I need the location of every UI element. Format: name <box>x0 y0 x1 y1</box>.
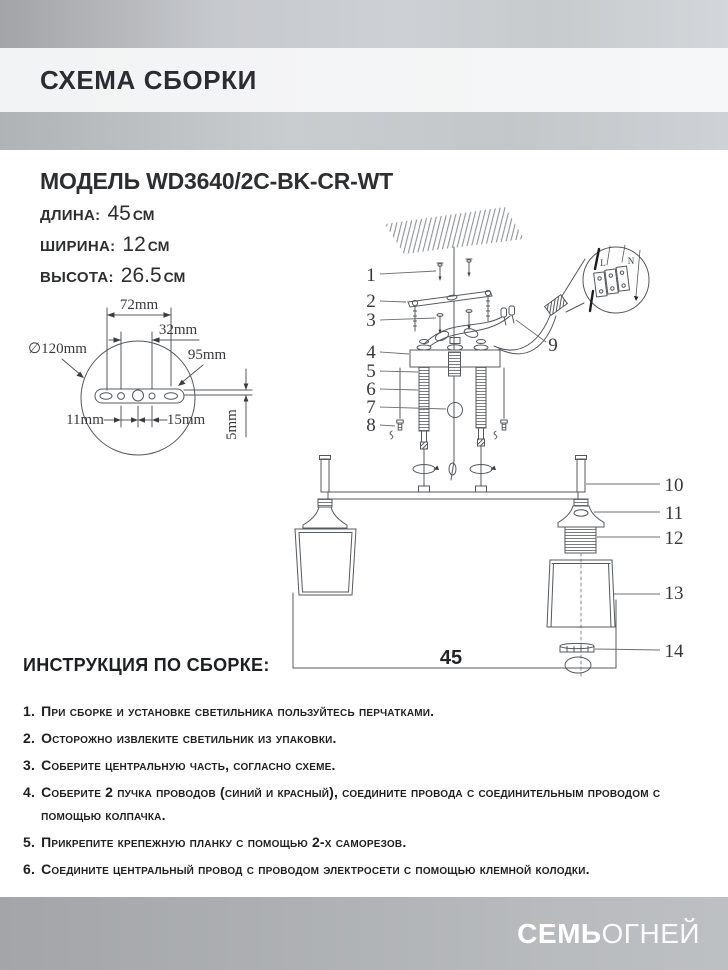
shade-right <box>547 560 615 627</box>
threaded-rod-right <box>476 367 486 428</box>
wire-clamp <box>545 295 568 316</box>
instruction-item <box>23 754 715 777</box>
instruction-item <box>23 781 715 827</box>
model-name: МОДЕЛЬ WD3640/2C-BK-CR-WT <box>40 168 393 194</box>
dim-72mm: 72mm <box>119 297 159 313</box>
spec-length-value: 45 <box>107 202 131 225</box>
brand-logo <box>517 918 700 950</box>
instruction-number: 1. <box>23 703 36 719</box>
spec-height-label: ВЫСОТА: <box>40 269 114 286</box>
instruction-number: 4. <box>23 784 36 800</box>
dim-15mm: 15mm <box>166 412 206 428</box>
spec-width-value: 12 <box>122 233 146 256</box>
instruction-text: Прикрепите крепежную планку с помощью 2-х саморезов. <box>41 834 407 850</box>
part-number-4: 4 <box>366 342 376 363</box>
part-number-13: 13 <box>664 583 684 604</box>
center-nipple <box>449 352 461 376</box>
leader-lines <box>380 271 660 650</box>
terminal-line-label: L <box>600 258 606 268</box>
part-number-3: 3 <box>366 310 376 331</box>
instruction-item <box>23 700 715 723</box>
post-right <box>577 459 585 492</box>
instruction-number: 6. <box>23 861 36 877</box>
instruction-item <box>23 727 715 750</box>
part-numbers <box>366 265 684 662</box>
instruction-text: При сборке и установке светильника пользуйтесь перчатками. <box>41 703 435 719</box>
bell-cover-left <box>303 507 347 528</box>
part-number-14: 14 <box>664 641 684 662</box>
instruction-text: Соберите центральную часть, согласно схеме. <box>41 757 336 773</box>
instruction-number: 5. <box>23 834 36 850</box>
instruction-item <box>23 858 715 881</box>
instructions-title: ИНСТРУКЦИЯ ПО СБОРКЕ: <box>23 655 270 675</box>
upper-assembly <box>390 245 649 492</box>
spec-height-value: 26.5 <box>120 264 162 287</box>
instruction-number: 3. <box>23 757 36 773</box>
mounting-strap <box>408 291 492 307</box>
part-number-10: 10 <box>664 475 684 496</box>
spec-width-unit: СМ <box>147 238 170 254</box>
part-number-11: 11 <box>664 503 684 524</box>
dim-11mm: 11mm <box>66 412 104 428</box>
dim-95mm: 95mm <box>187 347 227 363</box>
spec-length-unit: СМ <box>132 207 155 223</box>
dim-5mm: 5mm <box>224 409 240 440</box>
footer <box>0 897 728 970</box>
instruction-item <box>23 831 715 854</box>
brand-bold-part: СЕМЬ <box>517 917 602 949</box>
fixture <box>293 456 616 677</box>
post-left <box>321 459 329 492</box>
ceiling-hatch <box>385 207 524 254</box>
part-number-8: 8 <box>366 415 376 436</box>
part-number-5: 5 <box>366 361 376 382</box>
instruction-text: Соберите 2 пучка проводов (синий и красный), соедините провода с соединительным проводом с помощью колпачка. <box>41 784 661 823</box>
part-number-7: 7 <box>366 397 376 418</box>
instruction-text: Осторожно извлеките светильник из упаковки. <box>41 730 337 746</box>
center-ring-part7 <box>448 403 463 418</box>
dim-32mm: 32mm <box>158 322 198 338</box>
instruction-text: Соедините центральный провод с проводом электросети с помощью клемной колодки. <box>41 861 590 877</box>
threaded-rod-left <box>419 367 429 431</box>
part-number-2: 2 <box>366 291 376 312</box>
lamp-socket <box>565 527 596 553</box>
part-number-12: 12 <box>664 528 684 549</box>
part-number-1: 1 <box>366 265 376 286</box>
brand-light-part: ОГНЕЙ <box>601 917 700 949</box>
overall-width-label: 45 <box>439 647 463 669</box>
part-number-6: 6 <box>366 379 376 400</box>
fixture-bar <box>328 492 578 499</box>
spec-length-label: ДЛИНА: <box>40 207 101 224</box>
assembly-instructions <box>23 655 715 885</box>
page-title: СХЕМА СБОРКИ <box>40 64 257 95</box>
spec-width-label: ШИРИНА: <box>40 238 116 255</box>
part-number-9: 9 <box>548 335 558 356</box>
terminal-neutral-label: N <box>627 256 635 266</box>
instruction-number: 2. <box>23 730 36 746</box>
spec-height-unit: СМ <box>163 269 186 285</box>
shade-left <box>295 529 356 595</box>
dim-120mm: ∅120mm <box>28 341 87 357</box>
